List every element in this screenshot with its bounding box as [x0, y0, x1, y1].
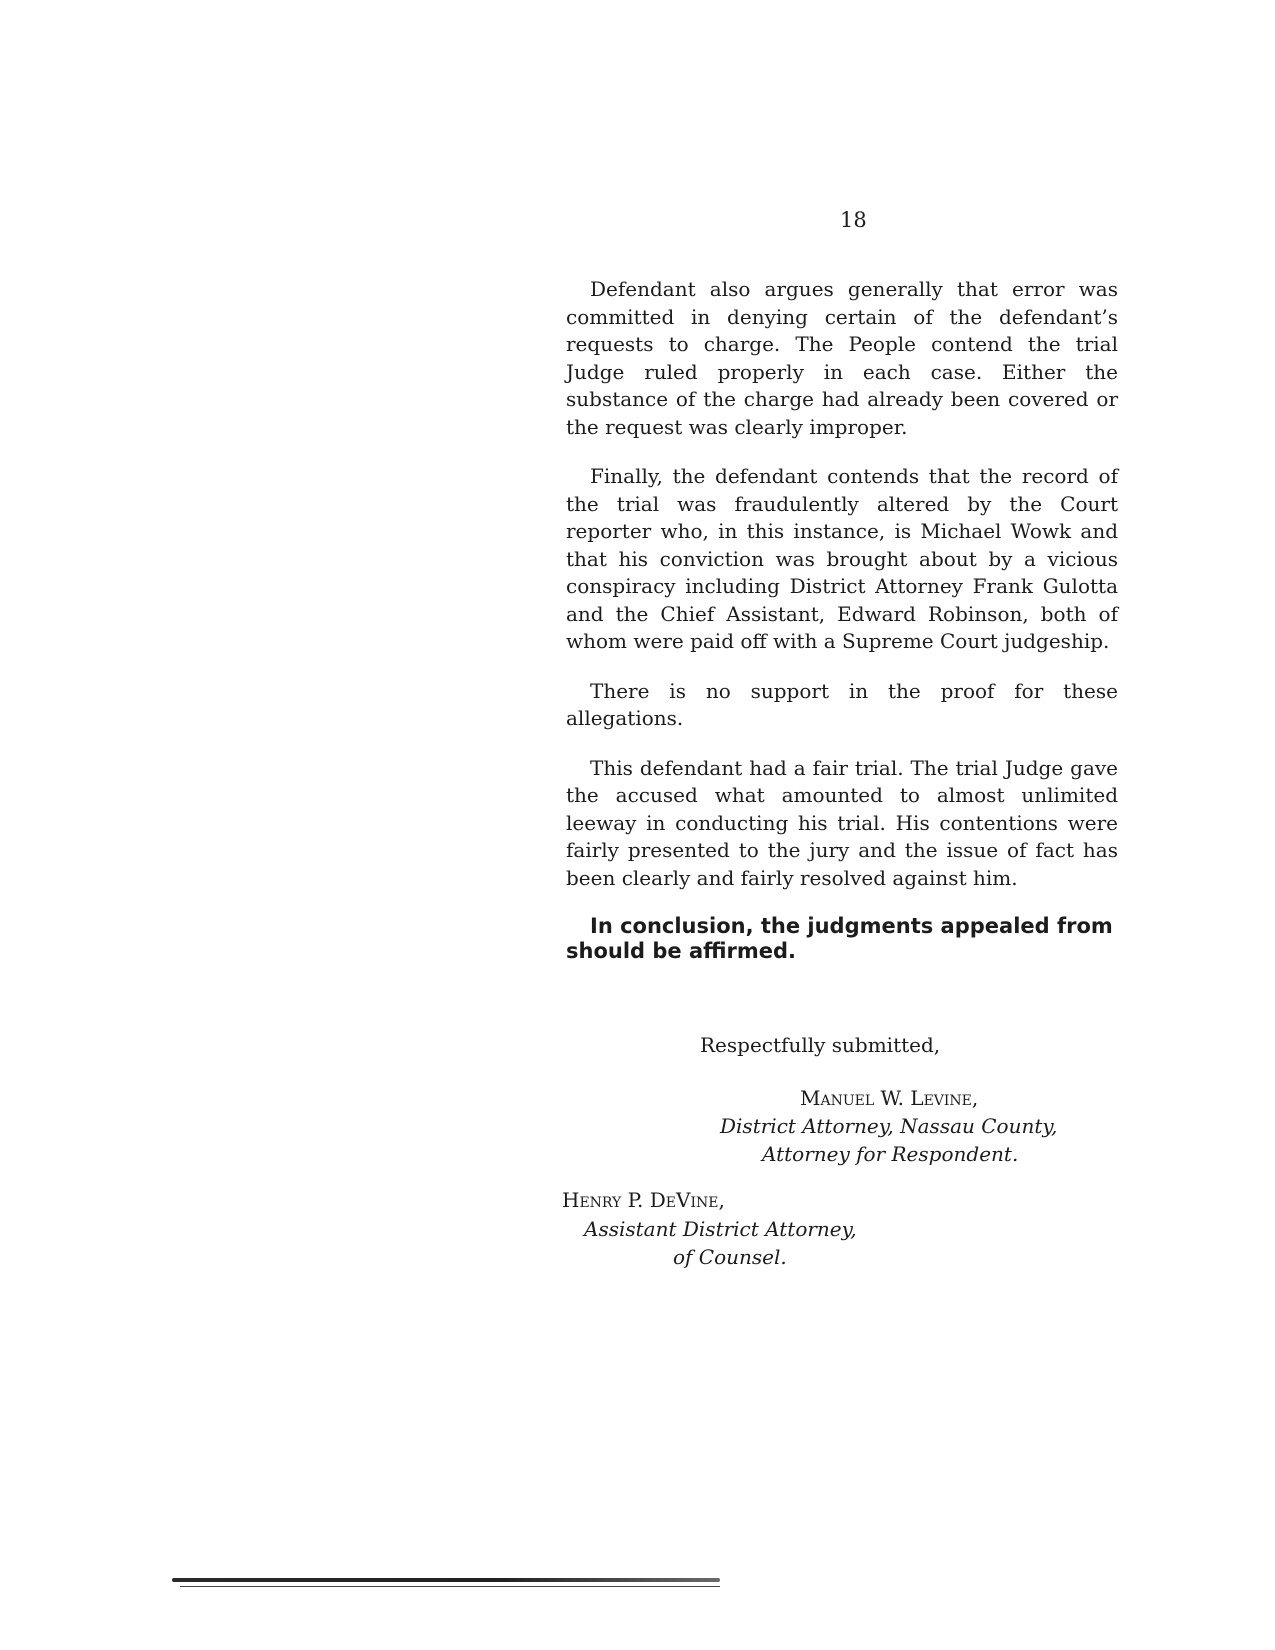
- signer-role: Attorney for Respondent.: [762, 1142, 1019, 1166]
- page-number: 18: [840, 208, 867, 232]
- paragraph-fair-trial: This defendant had a fair trial. The trial Judge gave the accused what amounted to almost unlimited leeway in conducting his trial. His contentions were fairly presented to the jury and the issue of fact has been clearly and fairly resolved against him.: [566, 755, 1118, 890]
- paragraph-requests-to-charge: Defendant also argues generally that error was committed in denying certain of the defendant’s requests to charge. The People contend the trial Judge ruled properly in each case. Either the substance of the charge had already been covered or the request was clearly improper.: [566, 277, 1118, 439]
- paragraph-record-altered: Finally, the defendant contends that the record of the trial was fraudulently altered by the Court reporter who, in this instance, is Michael Wowk and that his conviction was brought about by a vicious conspiracy including District Attorney Frank Gulotta and the Chief Assistant, Edward Robinson, both of whom were paid off with a Supreme Court judgeship.: [566, 464, 1118, 653]
- counsel-name: Henry P. DeVine,: [562, 1188, 725, 1212]
- paragraph-no-support: There is no support in the proof for these allegations.: [566, 678, 1118, 730]
- signer-name: Manuel W. Levine,: [800, 1086, 979, 1110]
- bottom-rule: [172, 1578, 720, 1582]
- signer-title: District Attorney, Nassau County,: [720, 1114, 1058, 1138]
- closing-line: Respectfully submitted,: [700, 1033, 941, 1057]
- bottom-rule-thin: [180, 1586, 720, 1587]
- counsel-role: of Counsel.: [673, 1245, 787, 1269]
- conclusion-paragraph: In conclusion, the judgments appealed from should be affirmed.: [566, 914, 1113, 963]
- counsel-title: Assistant District Attorney,: [584, 1217, 857, 1241]
- body-column: [566, 276, 1118, 986]
